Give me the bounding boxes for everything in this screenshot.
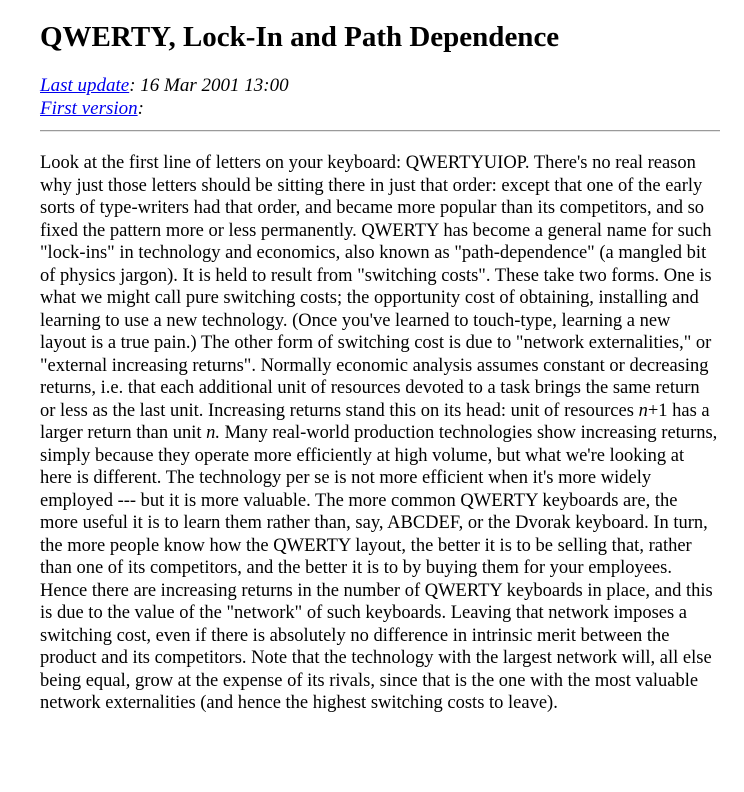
last-update-separator: : — [129, 75, 136, 96]
page-title: QWERTY, Lock-In and Path Dependence — [40, 21, 560, 53]
document-meta — [40, 74, 718, 120]
paragraph-part-2: +1 has a larger return than unit — [40, 400, 710, 443]
last-update-value: 16 Mar 2001 13:00 — [135, 75, 289, 96]
paragraph-part-1: Look at the first line of letters on your keyboard: QWERTYUIOP. There's no real reason why just those letters should be sitting there in just that order: except that one of the early sorts of type-writers had that order, and became more popular than its competitors, and so fixed the pattern more or less permanently. QWERTY has become a general name for such "lock-ins" in technology and economics, also known as "path-dependence" (a mangled bit of physics jargon). It is held to result from "switching costs". These take two forms. One is what we might call pure switching costs; the opportunity cost of obtaining, installing and learning to use a new technology. (Once you've learned to touch-type, learning a new layout is a true pain.) The other form of switching cost is due to "network externalities," or "external increasing returns". Normally economic analysis assumes constant or decreasing returns, i.e. that each additional unit of resources devoted to a task brings the same return or less as the last unit. Increasing returns stand this on its head: unit of resources — [40, 153, 712, 421]
body-paragraph — [40, 152, 718, 715]
variable-n: n — [638, 400, 648, 421]
first-version-link[interactable]: First version — [40, 98, 138, 119]
first-version-line — [40, 97, 718, 120]
divider — [40, 130, 720, 132]
variable-n-period: n. — [206, 423, 220, 443]
last-update-line — [40, 74, 718, 97]
last-update-link[interactable]: Last update — [40, 75, 130, 96]
paragraph-part-3: Many real-world production technologies show increasing returns, simply because they operate more efficiently at high volume, but what we're looking at here is different. The technology per se is not more efficient when it's more widely employed --- but it is more valuable. The more common QWERTY keyboards are, the more useful it is to learn them rather than, say, ABCDEF, or the Dvorak keyboard. In turn, the more people know how the QWERTY layout, the better it is to be selling that, rather than one of its competitors, and the better it is to by buying them for your employees. Hence there are increasing returns in the number of QWERTY keyboards in place, and this is due to the value of the "network" of such keyboards. Leaving that network imposes a switching cost, even if there is absolutely no difference in intrinsic merit between the product and its competitors. Note that the technology with the largest network will, all else being equal, grow at the expense of its rivals, since that is the one with the most valuable network externalities (and hence the highest switching costs to leave). — [40, 423, 718, 713]
first-version-separator: : — [137, 98, 144, 119]
